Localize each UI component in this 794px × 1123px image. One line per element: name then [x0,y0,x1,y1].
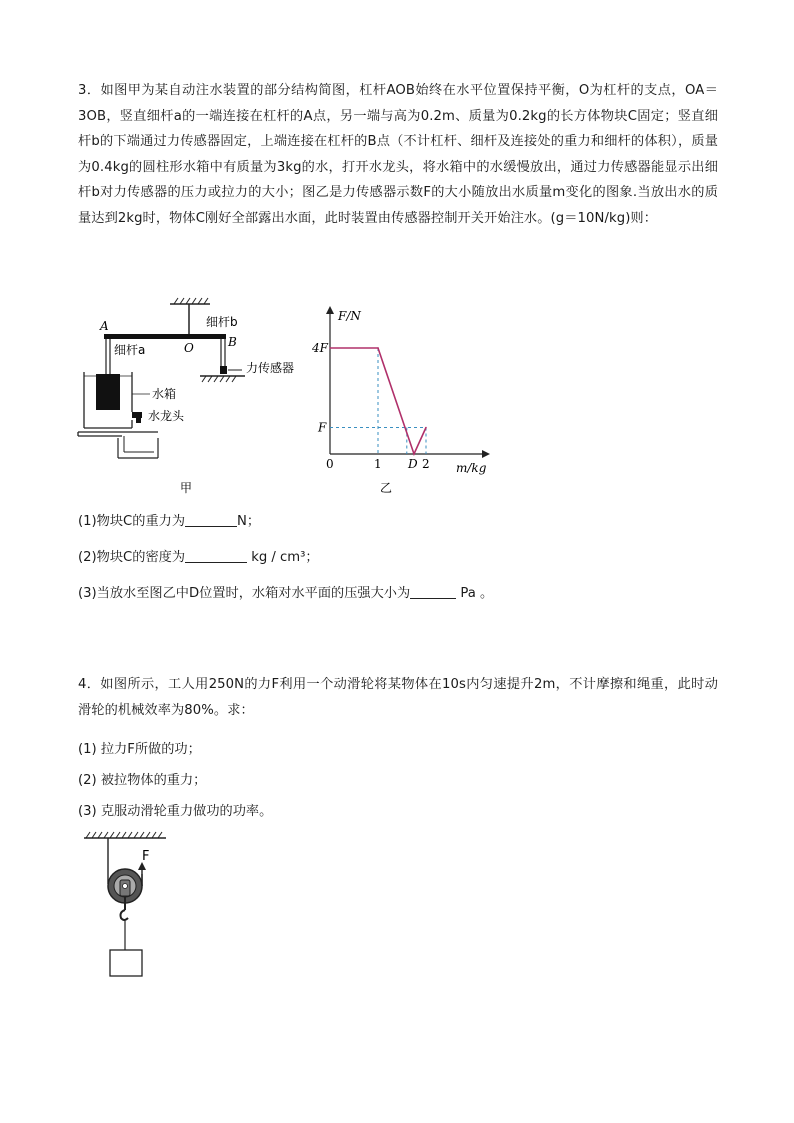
label-sensor: 力传感器 [246,361,295,375]
q3-sub2 [78,546,319,565]
y-axis-arrow [326,306,334,314]
q3-sub1 [78,510,260,529]
x-tick-0: 0 [326,457,334,471]
data-point [425,427,427,429]
x-tick-D: D [408,457,418,471]
label-rod-a: 细杆a [114,343,146,357]
data-point [377,347,379,349]
q3-sub2-unit: kg / cm³； [251,550,319,565]
q3-sub3-blank[interactable] [410,585,456,599]
x-axis-arrow [482,450,490,458]
label-rod-b: 细杆b [206,315,238,329]
x-axis-label: m/kg [456,461,487,475]
question-3-text: 3．如图甲为某自动注水装置的部分结构简图，杠杆AOB始终在水平位置保持平衡，O为杠杆的支点，OA＝3OB，竖直细杆a的一端连接在杠杆的A点，另一端与高为0.2m、质量为0.2kg的长方体物块C固定；竖直细杆b的下端通过力传感器固定，上端连接在杠杆的B点（不计杠杆、细杆及连接处的重力和细杆的体积），质量为0.4kg的圆柱形水箱中有质量为3kg的水，打开水龙头，将水箱中的水缓慢放出，通过力传感器能显示出细杆b对力传感器的压力或拉力的大小；图乙是力传感器示数F的大小随放出水质量m变化的图象.当放出水的质量达到2kg时，物体C刚好全部露出水面，此时装置由传感器控制开关开始注水。(g＝10N/kg)则： [78,83,718,226]
figure-jia-caption: 甲 [180,481,193,495]
label-tank: 水箱 [152,387,177,401]
y-tick-F: F [318,420,327,435]
q3-sub2-blank[interactable] [185,549,247,563]
figure-jia-device [70,296,310,496]
label-A: A [100,319,109,333]
q4-sub1: (1) 拉力F所做的功； [78,742,201,757]
question-4-text: 4．如图所示，工人用250N的力F利用一个动滑轮将某物体在10s内匀速提升2m，不计摩擦和绳重，此时动滑轮的机械效率为80%。求： [78,677,718,718]
q3-sub3-text: (3)当放水至图乙中D位置时，水箱对水平面的压强大小为 [78,586,411,601]
q3-sub1-unit: N； [237,514,261,529]
q3-sub3-unit: Pa 。 [460,586,494,601]
label-B: B [228,335,237,349]
q4-sub2: (2) 被拉物体的重力； [78,773,207,788]
y-tick-4F: 4F [312,341,328,355]
q3-sub2-text: (2)物块C的密度为 [78,550,186,565]
data-point [329,347,331,349]
q3-sub1-text: (1)物块C的重力为 [78,514,186,529]
q3-sub1-blank[interactable] [185,513,237,527]
data-point [413,453,415,455]
q3-sub3 [78,582,493,601]
label-F: F [142,849,150,864]
figure-yi-caption: 乙 [380,481,393,495]
figure-yi-chart [310,300,500,496]
label-tap: 水龙头 [148,409,185,423]
q4-sub3: (3) 克服动滑轮重力做功的功率。 [78,804,273,819]
x-tick-1: 1 [374,457,382,471]
figure-pulley [80,828,180,988]
y-axis-label: F/N [338,309,361,323]
label-O: O [184,341,194,355]
x-tick-2: 2 [422,457,430,471]
